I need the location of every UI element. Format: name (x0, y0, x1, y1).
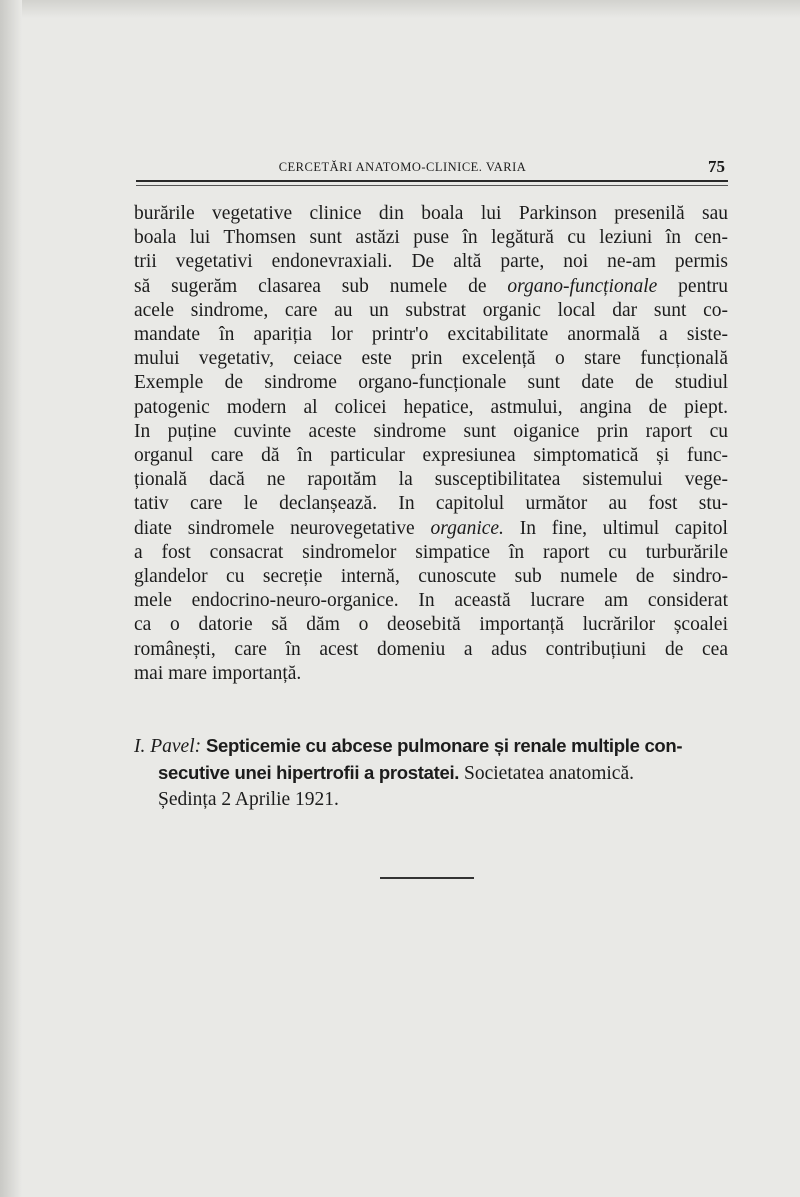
italic-term: organo-funcționale (507, 275, 658, 297)
body-line: mandate în apariția lor printr'o excitabilitate anormală a siste- (134, 324, 728, 346)
body-line: țională dacă ne rapoıtăm la susceptibilitatea sistemului vege- (134, 469, 728, 491)
citation-title-part-1: Septicemie cu abcese pulmonare și renale multiple con- (206, 735, 683, 756)
body-line: In puține cuvinte aceste sindrome sunt oiganice prin raport cu (134, 420, 728, 442)
citation-line-2 (134, 760, 728, 787)
running-title: CERCETĂRI ANATOMO-CLINICE. VARIA (278, 160, 527, 174)
citation-entry (134, 733, 728, 813)
citation-title-part-2: secutive unei hipertrofii a prostatei. (158, 762, 460, 783)
body-line: organul care dă în particular expresiunea simptomatică și func- (134, 445, 728, 467)
italic-term: organice. (430, 517, 504, 539)
citation-author: I. Pavel: (134, 736, 202, 757)
body-line: Exemple de sindrome organo-funcționale sunt date de studiul (134, 372, 728, 394)
body-line: să sugerăm clasarea sub numele de organo-funcționale pentru (134, 275, 728, 297)
body-line: ca o datorie să dăm o deosebită importanță lucrărilor școalei (134, 614, 728, 636)
body-line: burările vegetative clinice din boala lui Parkinson presenilă sau (134, 203, 728, 224)
body-line: boala lui Thomsen sunt astăzi puse în legătură cu leziuni în cen- (134, 227, 728, 249)
body-line: trii vegetativi endonevraxiali. De altă parte, noi ne-am permis (134, 251, 728, 273)
body-paragraph (134, 202, 728, 686)
body-line: acele sindrome, care au un substrat organic local dar sunt co- (134, 299, 728, 321)
body-line: mai mare importanță. (134, 662, 302, 684)
scan-shadow-left (0, 0, 22, 1197)
body-line: mele endocrino-neuro-organice. In această lucrare am considerat (134, 590, 728, 612)
citation-line-3 (134, 787, 728, 813)
body-line: diate sindromele neurovegetative organice. In fine, ultimul capitol (134, 517, 728, 539)
body-line: patogenic modern al colicei hepatice, astmului, angina de piept. (134, 396, 728, 418)
scan-shadow-top (0, 0, 800, 18)
citation-date: Ședința 2 Aprilie 1921. (158, 789, 339, 810)
header-rule-thin (136, 185, 728, 186)
body-line: a fost consacrat sindromelor simpatice în raport cu turburările (134, 541, 728, 563)
header-rule (136, 180, 728, 182)
end-rule (380, 877, 474, 879)
page-number: 75 (708, 157, 725, 176)
citation-line-1 (134, 733, 728, 760)
running-head (140, 157, 725, 177)
body-line: românești, care în acest domeniu a adus contribuțiuni de cea (134, 638, 728, 660)
body-line: glandelor cu secreție internă, cunoscute sub numele de sindro- (134, 566, 728, 588)
body-line: mului vegetativ, ceiace este prin excelență o stare funcțională (134, 348, 728, 370)
body-line: tativ care le declanșează. In capitolul următor au fost stu- (134, 493, 728, 515)
citation-source: Societatea anatomică. (464, 763, 634, 784)
